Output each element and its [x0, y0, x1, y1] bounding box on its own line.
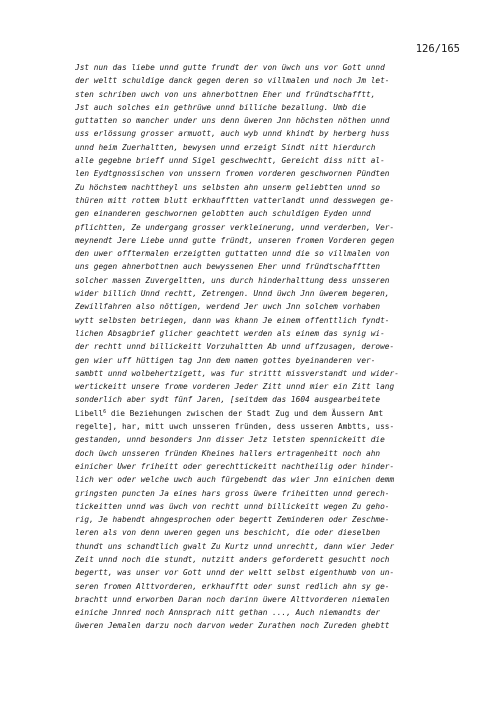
text-line-continuation: die Beziehungen zwischen der Stadt Zug und dem Äussern Amt [106, 408, 384, 418]
text-line-content: wertickeitt unsere frome vorderen Jeder Zitt unnd mier ein Zitt lang [75, 382, 395, 392]
text-line [75, 487, 445, 500]
text-line [75, 367, 445, 380]
text-line-content: lich wer oder welche uwch auch fürgebendt das wier Jnn einichen demm [75, 475, 395, 485]
text-line-content: der rechtt unnd billickeitt Vorzuhaltten Ab unnd uffzusagen, derowe- [75, 342, 395, 352]
text-line [75, 300, 445, 313]
text-line [75, 473, 445, 486]
text-line [75, 61, 445, 74]
text-line-content: solcher massen Zuvergeltten, uns durch hinderhalttung dess unsseren [75, 275, 390, 285]
text-line-content: alle gegebne brieff unnd Sigel geschwechtt, Gereicht diss nitt al- [75, 156, 385, 166]
text-line [75, 167, 445, 180]
text-line-content: sten schriben uwch von uns ahnerbottnen Eher und fründtschafftt, [75, 89, 376, 99]
text-line [75, 447, 445, 460]
footnote-marker: 6 [103, 408, 107, 415]
text-line [75, 314, 445, 327]
text-line [75, 181, 445, 194]
text-line-content: einicher Uwer friheitt oder gerechttickeitt nachtheilig oder hinder- [75, 461, 395, 471]
text-line [75, 327, 445, 340]
text-line [75, 74, 445, 87]
text-line-content: leren als von denn uweren gegen uns beschicht, die oder dieselben [75, 528, 381, 538]
text-line-content: gen einanderen geschwornen gelobtten auch schuldigen Eyden unnd [75, 209, 371, 219]
text-line [75, 526, 445, 539]
text-line [75, 340, 445, 353]
text-line [75, 88, 445, 101]
text-line [75, 287, 445, 300]
text-line [75, 619, 445, 632]
text-line-content: brachtt unnd erworben Daran noch darinn üwere Alttvorderen niemalen [75, 594, 390, 604]
text-line [75, 221, 445, 234]
text-line [75, 593, 445, 606]
text-line [75, 393, 445, 406]
text-line [75, 207, 445, 220]
text-line-content: den uwer offtermalen erzeigtten guttatten unnd die so villmalen von [75, 249, 390, 259]
text-line-content: einiche Jnnred noch Annsprach nitt gethan ..., Auch niemandts der [75, 608, 381, 618]
text-line-content: lichen Absagbrief glicher geachtett werden als einem das synig wi- [75, 328, 385, 338]
text-line-content: unnd heim Zuerhaltten, bewysen unnd erzeigt Sindt nitt hierdurch [75, 142, 376, 152]
text-line-content: uns gegen ahnerbottnen auch bewyssenen Eher unnd fründtschafftten [75, 262, 381, 272]
text-line-content: üweren Jemalen darzu noch darvon weder Zurathen noch Zureden ghebtt [75, 621, 390, 631]
text-line-content: Zewillfahren also nöttigen, werdend Jer uwch Jnn solchem vorhaben [75, 302, 381, 312]
text-line [75, 540, 445, 553]
text-line-content: thundt uns schandtlich gwalt Zu Kurtz unnd unrechtt, dann wier Jeder [75, 541, 395, 551]
text-line [75, 114, 445, 127]
text-line [75, 194, 445, 207]
text-line [75, 500, 445, 513]
text-line [75, 433, 445, 446]
body-text [75, 61, 445, 633]
text-line [75, 354, 445, 367]
text-line-content: Zu höchstem nachttheyl uns selbsten ahn unserm geliebtten unnd so [75, 182, 381, 192]
text-line [75, 580, 445, 593]
text-line-content: gringsten puncten Ja eines hars gross üwere friheitten unnd gerech- [75, 488, 390, 498]
text-line [75, 460, 445, 473]
text-line-content: gestanden, unnd besonders Jnn disser Jetz letsten spennickeitt die [75, 435, 385, 445]
text-line-content: wider billich Unnd rechtt, Zetrengen. Unnd üwch Jnn üwerem begeren, [75, 289, 390, 299]
text-line [75, 407, 445, 420]
text-line [75, 380, 445, 393]
text-line [75, 274, 445, 287]
text-line [75, 420, 445, 433]
text-line [75, 513, 445, 526]
text-line [75, 101, 445, 114]
text-line-content: tickeitten unnd was üwch von rechtt unnd billickeitt wegen Zu geho- [75, 501, 390, 511]
text-line-content: seren fromen Alttvorderen, erkhaufftt oder sunst redlich ahn sy ge- [75, 581, 390, 591]
text-line-content: wytt selbsten betriegen, dann was khann Je einem offenttlich fyndt- [75, 315, 390, 325]
text-line-content: Jst auch solches ein gethrüwe unnd billiche bezallung. Umb die [75, 102, 367, 112]
text-line-content: sonderlich aber sydt fünf Jaren, [seitdem das 1604 ausgearbeitete [75, 395, 381, 405]
text-line [75, 566, 445, 579]
text-line [75, 127, 445, 140]
text-line-content: begertt, was unser vor Gott unnd der weltt selbst eigenthumb von un- [75, 568, 395, 578]
text-line-content: thüren mitt rottem blutt erkhaufftten vatterlandt unnd desswegen ge- [75, 195, 395, 205]
text-line-content: der weltt schuldige danck gegen deren so villmalen und noch Jm let- [75, 76, 390, 86]
text-line-content: pflichtten, Ze undergang grosser verkleinerung, unnd verderben, Ver- [75, 222, 395, 232]
text-line-content: guttatten so mancher under uns denn üweren Jnn höchsten nöthen unnd [75, 116, 390, 126]
text-line-content: len Eydtgnossischen von unssern fromen vorderen geschwornen Pündten [75, 169, 390, 179]
text-line [75, 606, 445, 619]
text-line-content: sambtt unnd wolbehertzigett, was fur strittt missverstandt und wider- [75, 368, 399, 378]
text-line-content: gen wier uff hüttigen tag Jnn dem namen gottes byeinanderen ver- [75, 355, 376, 365]
text-line [75, 260, 445, 273]
text-line-content: regelte], har, mitt uwch unsseren fründen, dess usseren Ambtts, uss- [75, 422, 395, 432]
text-line-content: rig, Je habendt ahngesprochen oder begertt Zeminderen oder Zeschme- [75, 515, 390, 525]
text-line-content: Jst nun das liebe unnd gutte frundt der von üwch uns vor Gott unnd [75, 63, 385, 72]
text-line-content: doch üwch unsseren fründen Kheines hallers ertragenheitt noch ahn [75, 448, 381, 458]
text-line-content: Zeit unnd noch die stundt, nutzitt anders geforderett gesuchtt noch [75, 554, 390, 564]
text-line [75, 141, 445, 154]
text-line [75, 234, 445, 247]
page-number: 126/165 [415, 43, 460, 55]
text-line [75, 247, 445, 260]
text-line [75, 553, 445, 566]
text-line-content: uss erlössung grosser armuott, auch wyb unnd khindt by herberg huss [75, 129, 390, 139]
text-line-content: Libell [75, 408, 104, 418]
text-line-content: meynendt Jere Liebe unnd gutte fründt, unseren fromen Vorderen gegen [75, 235, 395, 245]
text-line [75, 154, 445, 167]
